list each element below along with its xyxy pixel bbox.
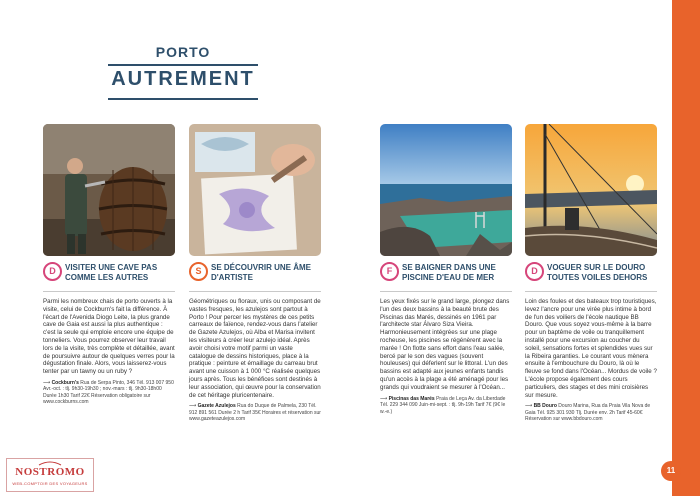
heading-divider — [380, 291, 512, 292]
activity-heading — [525, 262, 657, 288]
activity-description: Géométriques ou floraux, unis ou composant de vastes fresques, les azulejos sont partout à Porto ! Pour percer les mystères de ces petits carreaux de faïence, rendez-vous dans l'atelier de Gazete Azulejos, où Alba et Marisa invitent les visiteurs à créer leur azulejo idéal. Après avoir choisi votre motif parmi un vaste catalogue de dessins historiques, place à la pratique : peinture et émaillage du carreau brut avant une cuisson à 1 000 °C réalisée quelques jours après. Tous les bénéfices sont destinés à leur association, qui œuvre pour la conservation de cet héritage pluricentenaire. — [189, 298, 321, 399]
venue-name: Cockburn's — [51, 379, 79, 386]
activity-info: ⟶ Gazete Azulejos Rua do Duque de Palmela, 230 Tél. 912 891 561 Durée 2 h Tarif 35€ Horaires et réservation sur www.gazeteazulejos.com — [189, 403, 321, 423]
sailboat-sunset-photo — [525, 124, 657, 256]
cooper-barrel-photo — [43, 124, 175, 256]
venue-name: Piscinas das Marés — [388, 395, 435, 402]
header-title: AUTREMENT — [111, 68, 255, 90]
header-supertitle: PORTO — [155, 44, 211, 60]
activity-heading — [43, 262, 175, 288]
activity-title: VISITER UNE CAVE PAS COMME LES AUTRES — [65, 263, 158, 282]
venue-details: Douro Marina, Rua da Praia Vila Nova de Gaia Tél. 925 301 930 Tlj. Durée env. 2h Tarif 45-60€ Réservation sur www.bbdouro.com — [525, 403, 651, 423]
activity-heading — [380, 262, 512, 288]
activity-title: SE BAIGNER DANS UNE PISCINE D'EAU DE MER — [402, 263, 496, 282]
venue-details: Praia de Leça Av. da Liberdade Tél. 229 344 090 Juin-mi-sept. : tlj. 9h-19h Tarif 7€ (9€ le w.-e.) — [380, 395, 506, 415]
logo-name: NOSTROMO — [15, 466, 85, 478]
activity-card-piscine — [380, 124, 512, 415]
activity-info: ⟶ BB Douro Douro Marina, Rua da Praia Vila Nova de Gaia Tél. 925 301 930 Tlj. Durée env. 2h Tarif 45-60€ Réservation sur www.bbdouro.com — [525, 403, 651, 423]
header-rule-top — [108, 64, 258, 66]
activity-card-cave — [43, 124, 175, 406]
heading-divider — [525, 291, 657, 292]
logo-tagline: WEB-COMPTOIR DES VOYAGEURS — [12, 481, 88, 486]
activity-info: ⟶ Piscinas das Marés Praia de Leça Av. da Liberdade Tél. 229 344 090 Juin-mi-sept. : tlj. 9h-19h Tarif 7€ (9€ le w.-e.) — [380, 395, 506, 415]
sea-pool-photo — [380, 124, 512, 256]
heading-divider — [189, 291, 321, 292]
venue-details: Rua do Duque de Palmela, 230 Tél. 912 891 561 Durée 2 h Tarif 35€ Horaires et réservation sur www.gazeteazulejos.com — [189, 403, 321, 423]
venue-name: BB Douro — [533, 403, 557, 410]
venue-name: Gazete Azulejos — [197, 403, 236, 410]
activity-card-azulejos — [189, 124, 321, 423]
category-badge: D — [525, 262, 544, 281]
activity-title: SE DÉCOUVRIR UNE ÂME D'ARTISTE — [211, 263, 312, 282]
category-badge: D — [43, 262, 62, 281]
category-badge: S — [189, 262, 208, 281]
page-number: 11 — [661, 461, 681, 481]
activity-description: Les yeux fixés sur le grand large, plongez dans l'un des deux bassins à la beauté brute des Piscinas das Marés, dessinés en 1961 par l'architecte star Álvaro Siza Vieira. Harmonieusement intégrées sur une plage rocheuse, les piscines se régénèrent avec la marée ! On flotte sans effort dans l'eau salée, bercé par le son des vagues (souvent houleuses) qui déferlent sur le littoral. L'un des bassins est adapté aux jeunes enfants tandis qu'un accès à la plage a été aménagé pour les grands qui voudraient se mesurer à l'Océan... — [380, 298, 510, 391]
activity-heading — [189, 262, 321, 288]
category-badge: F — [380, 262, 399, 281]
activity-info: ⟶ Cockburn's Rua de Serpa Pinto, 346 Tél. 913 007 950 Avr.-oct. : tlj. 9h30-19h30 ; nov.-mars : tlj. 9h30-18h00 Durée 1h30 Tarif 22€ Réservation obligatoire sur www.cockburns.com — [43, 379, 174, 406]
orange-side-band — [672, 0, 700, 496]
header-rule-bottom — [108, 98, 258, 100]
activity-description: Loin des foules et des bateaux trop touristiques, levez l'ancre pour une virée plus intime à bord de l'un des voiliers de l'école nautique BB Douro. Que vous soyez vous-même à la barre pour un baptême de voile ou tranquillement installé pour une excursion au coucher du soleil, sensations fortes et splendides vues sur la Ribeira garanties. Le courant vous mènera ensuite à l'embouchure du Douro, là où le fleuve se fond dans l'Océan... Mordus de voile ? L'école propose également des cours particuliers, des stages et des mini croisières sur mesure. — [525, 298, 657, 399]
nostromo-logo — [6, 458, 94, 492]
azulejo-painting-photo — [189, 124, 321, 256]
activity-description: Parmi les nombreux chais de porto ouverts à la visite, celui de Cockburn's fait la différence. À l'écart de l'Avenida Diogo Leite, la plus grande cave de Gaia est aussi la plus authentique : c'est la seule qui emploie encore une équipe de tonneliers. Vous pourrez observer leur travail lors de la visite, très complète et détaillée, avant de poursuivre autour de quelques verres pour la dégustation finale. Alors, vous laisserez-vous tenter par un tawny ou un ruby ? — [43, 298, 175, 376]
venue-details: Rua de Serpa Pinto, 346 Tél. 913 007 950 Avr.-oct. : tlj. 9h30-19h30 ; nov.-mars : tlj. 9h30-18h00 Durée 1h30 Tarif 22€ Réservation obligatoire sur www.cockburns.com — [43, 379, 174, 406]
heading-divider — [43, 291, 175, 292]
activity-title: VOGUER SUR LE DOURO TOUTES VOILES DEHORS — [547, 263, 648, 282]
activity-card-douro — [525, 124, 657, 423]
